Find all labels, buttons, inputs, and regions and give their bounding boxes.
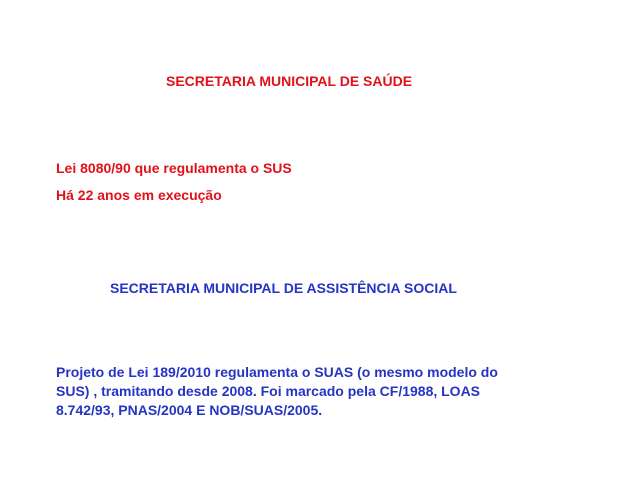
suas-paragraph-line-1: Projeto de Lei 189/2010 regulamenta o SUAS (o mesmo modelo do — [56, 364, 498, 380]
suas-paragraph-line-2: SUS) , tramitando desde 2008. Foi marcado pela CF/1988, LOAS — [56, 383, 481, 399]
assistencia-title: SECRETARIA MUNICIPAL DE ASSISTÊNCIA SOCIAL — [110, 280, 457, 296]
lei-8080-line: Lei 8080/90 que regulamenta o SUS — [56, 160, 292, 176]
saude-title: SECRETARIA MUNICIPAL DE SAÚDE — [166, 73, 413, 89]
execution-years-line: Há 22 anos em execução — [56, 187, 222, 203]
suas-paragraph — [56, 363, 576, 420]
suas-paragraph-line-3: 8.742/93, PNAS/2004 E NOB/SUAS/2005. — [56, 402, 323, 418]
